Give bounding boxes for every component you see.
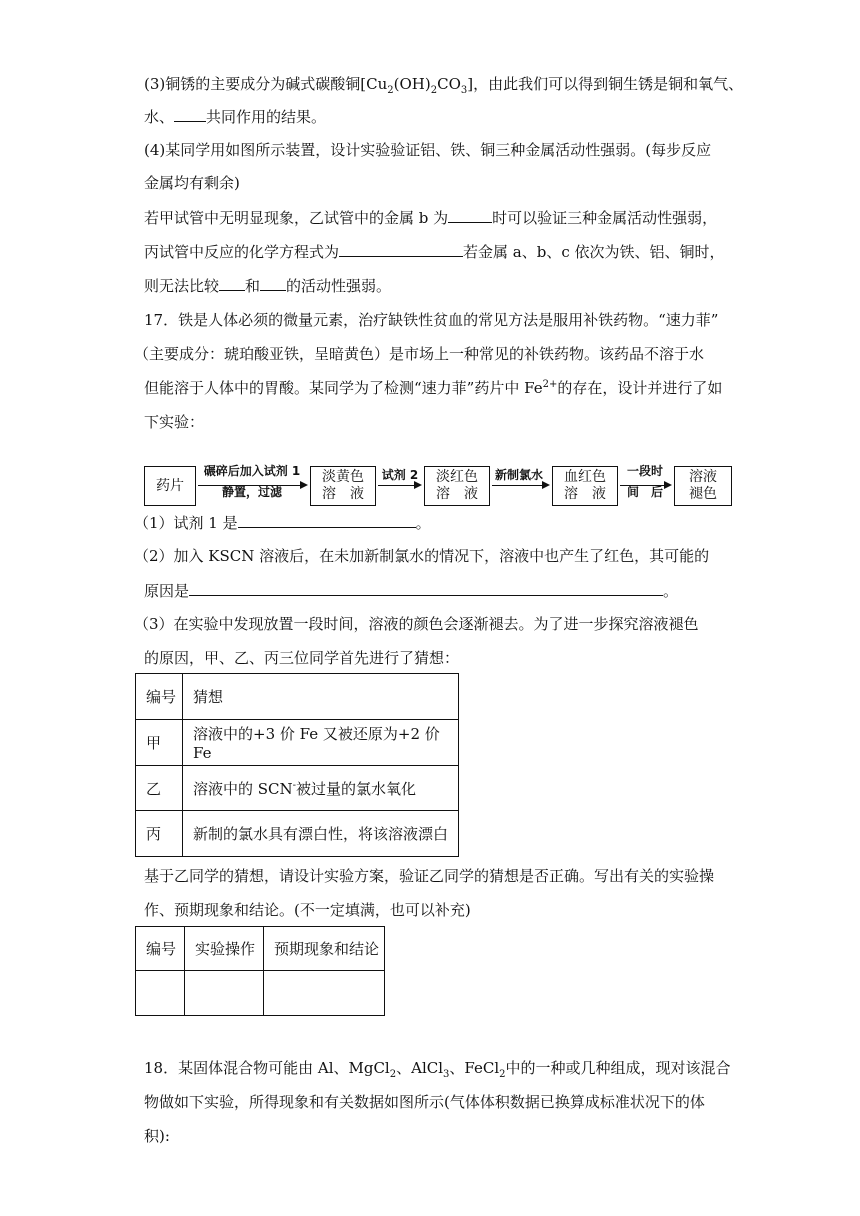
table-cell[interactable] <box>185 971 264 1016</box>
q17-sub3-line3: 基于乙同学的猜想，请设计实验方案，验证乙同学的猜想是否正确。写出有关的实验操 <box>144 867 715 885</box>
q17-sub2-line2: 原因是 。 <box>144 582 679 600</box>
table-row <box>136 674 459 720</box>
q16-part3-line2: 水、 共同作用的结果。 <box>144 108 327 126</box>
answer-blank[interactable] <box>238 512 416 528</box>
q17-sub3-line4: 作、预期现象和结论。(不一定填满，也可以补充) <box>144 901 471 919</box>
table-cell: 溶液中的 SCN-被过量的氯水氧化 <box>183 766 459 811</box>
table-header-cell: 编号 <box>136 927 185 971</box>
q17-sub2-line1: （2）加入 KSCN 溶液后，在未加新制氯水的情况下，溶液中也产生了红色，其可能的 <box>134 547 710 565</box>
flow-arrow <box>492 485 548 486</box>
q18-line3: 积): <box>144 1127 170 1145</box>
flow-arrow <box>620 485 670 486</box>
table-cell: 溶液中的+3 价 Fe 又被还原为+2 价 Fe <box>183 720 459 766</box>
experiment-flow-chart <box>144 466 736 506</box>
table-row <box>136 927 385 971</box>
table-cell: 甲 <box>136 720 183 766</box>
q16-part4-line5: 则无法比较 和 的活动性强弱。 <box>144 277 392 295</box>
flow-label-after-time: 一段时 间 后 <box>626 464 663 499</box>
flow-label-step1: 碾碎后加入试剂 1 静置，过滤 <box>203 464 301 499</box>
table-header-cell: 猜想 <box>183 674 459 720</box>
q17-intro-line3: 但能溶于人体中的胃酸。某同学为了检测“速力菲”药片中 $Fe^{2+}$的存在，设计并进行了如 <box>144 379 723 397</box>
flow-box-pale-red: 淡红色 溶 液 <box>424 466 490 506</box>
answer-blank[interactable] <box>174 106 206 122</box>
q16-part4-line1: (4)某同学用如图所示装置，设计实验验证铝、铁、铜三种金属活动性强弱。(每步反应 <box>144 141 712 159</box>
flow-box-tablet: 药片 <box>144 466 196 506</box>
table-header-cell: 预期现象和结论 <box>264 927 385 971</box>
table-cell: 新制的氯水具有漂白性，将该溶液漂白 <box>183 811 459 857</box>
q16-part4-line3: 若甲试管中无明显现象，乙试管中的金属 b 为 时可以验证三种金属活动性强弱， <box>144 209 718 227</box>
q16-part3-line1: (3)铜锈的主要成分为碱式碳酸铜$[Cu_2(OH)_2CO_3]$，由此我们可以得到铜生锈是铜和氧气、 <box>144 75 744 96</box>
q17-sub3-line2: 的原因，甲、乙、丙三位同学首先进行了猜想： <box>144 649 460 667</box>
flow-arrow <box>378 485 420 486</box>
q18-line1: 18．某固体混合物可能由 Al、MgCl$_2$、AlCl$_3$、FeCl$_2$中的一种或几种组成，现对该混合 <box>144 1059 731 1080</box>
table-header-cell: 实验操作 <box>185 927 264 971</box>
q17-intro-line1: 17．铁是人体必须的微量元素，治疗缺铁性贫血的常见方法是服用补铁药物。“速力菲” <box>144 311 719 329</box>
answer-blank[interactable] <box>189 580 663 596</box>
flow-box-blood-red: 血红色 溶 液 <box>552 466 618 506</box>
table-cell[interactable] <box>264 971 385 1016</box>
table-row <box>136 720 459 766</box>
table-header-cell: 编号 <box>136 674 183 720</box>
plan-table <box>135 926 385 1016</box>
q17-sub3-line1: （3）在实验中发现放置一段时间，溶液的颜色会逐渐褪去。为了进一步探究溶液褪色 <box>134 615 699 633</box>
table-cell: 乙 <box>136 766 183 811</box>
flow-label-chlorine-water: 新制氯水 <box>494 468 543 482</box>
flow-box-faded: 溶液 褪色 <box>674 466 732 506</box>
table-row <box>136 971 385 1016</box>
answer-blank[interactable] <box>219 275 245 291</box>
q17-intro-line4: 下实验： <box>144 413 205 431</box>
q17-sub1: （1）试剂 1 是 。 <box>134 514 431 532</box>
answer-blank[interactable] <box>260 275 286 291</box>
table-cell: 丙 <box>136 811 183 857</box>
flow-label-reagent2: 试剂 2 <box>381 468 419 482</box>
flow-arrow <box>198 485 306 486</box>
q18-line2: 物做如下实验，所得现象和有关数据如图所示(气体体积数据已换算成标准状况下的体 <box>144 1093 705 1111</box>
flow-box-pale-yellow: 淡黄色 溶 液 <box>310 466 376 506</box>
answer-blank[interactable] <box>339 241 463 257</box>
table-cell[interactable] <box>136 971 185 1016</box>
table-row <box>136 811 459 857</box>
q16-part4-line2: 金属均有剩余) <box>144 174 240 192</box>
q17-intro-line2: （主要成分：琥珀酸亚铁，呈暗黄色）是市场上一种常见的补铁药物。该药品不溶于水 <box>134 345 705 363</box>
q16-part4-line4: 丙试管中反应的化学方程式为 若金属 a、b、c 依次为铁、铝、铜时， <box>144 243 725 261</box>
answer-blank[interactable] <box>448 207 492 223</box>
guess-table <box>135 673 459 857</box>
table-row <box>136 766 459 811</box>
